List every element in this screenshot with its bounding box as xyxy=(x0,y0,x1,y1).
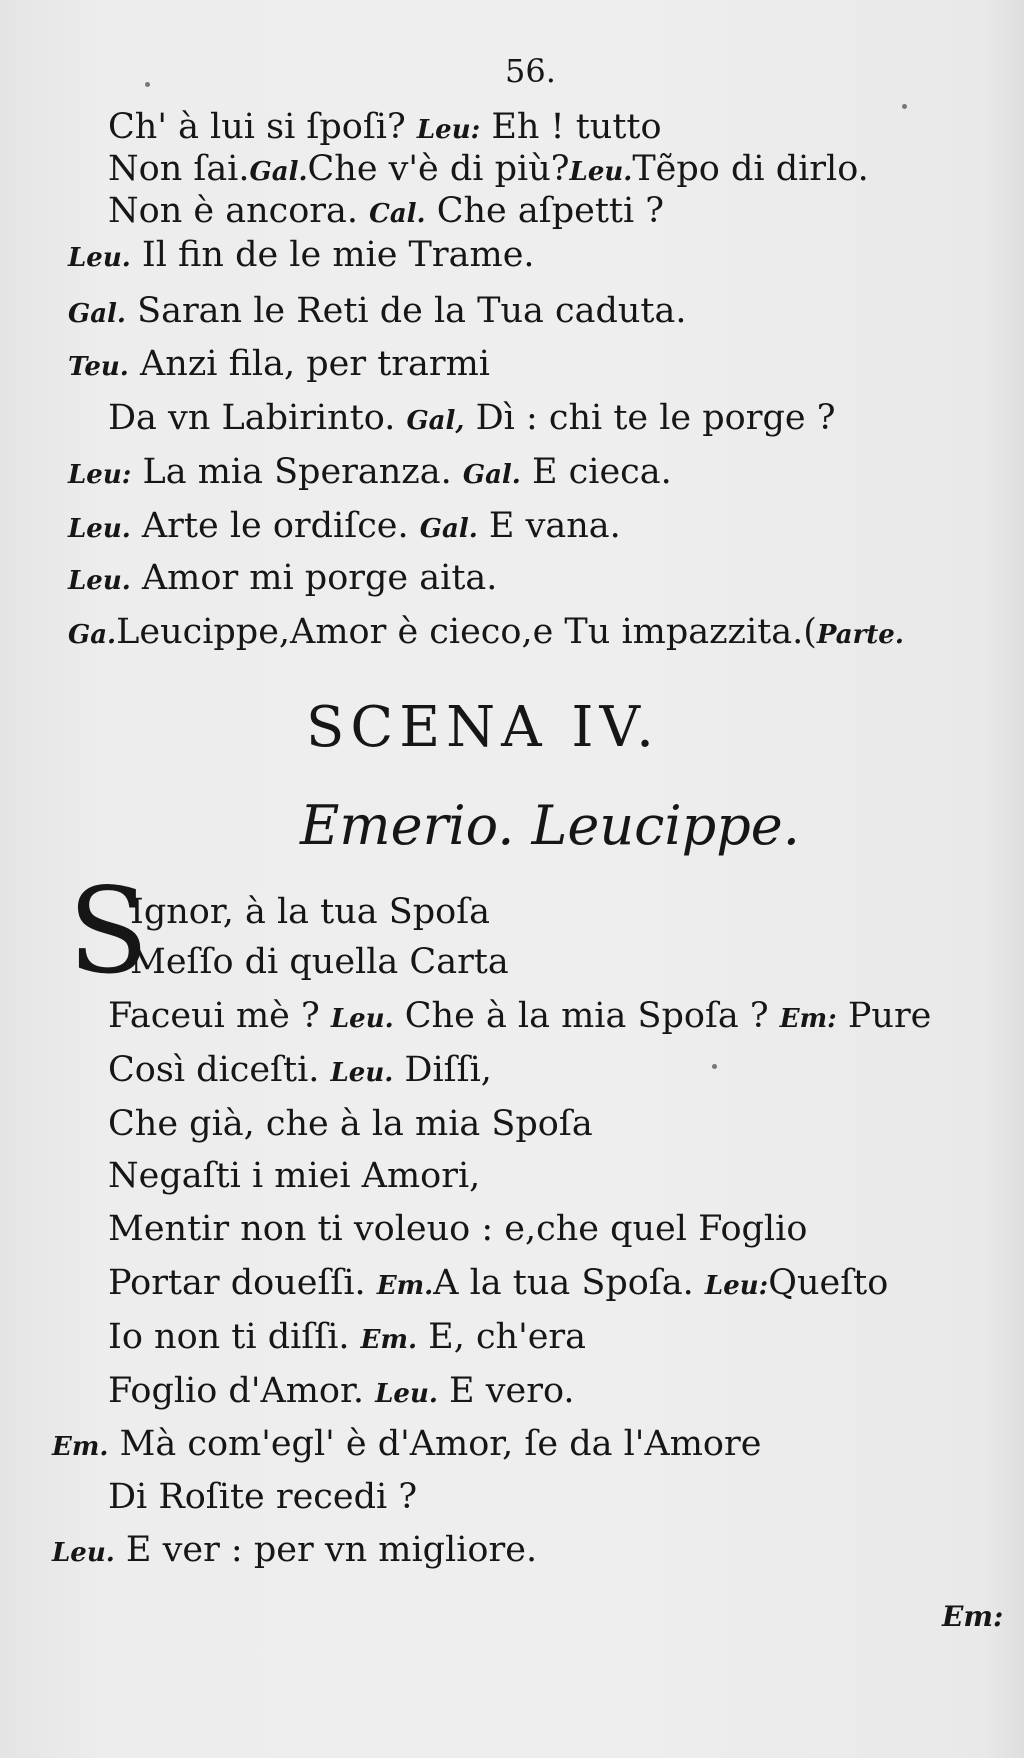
verse-text: Negaſti i miei Amori, xyxy=(108,1156,481,1196)
verse-line xyxy=(108,397,835,442)
verse-text: E, ch'era xyxy=(417,1317,587,1357)
verse-text: Che già, che à la mia Spoſa xyxy=(108,1104,593,1144)
scene-title: SCENA IV. xyxy=(306,695,660,760)
verse-text: Eh ! tutto xyxy=(480,107,662,147)
speaker-label: Leu. xyxy=(330,1004,394,1034)
verse-line xyxy=(68,451,672,496)
verse-line xyxy=(108,1262,888,1307)
verse-line xyxy=(68,234,535,279)
verse-text: Meſſo di quella Carta xyxy=(130,942,509,982)
verse-line xyxy=(52,1529,537,1574)
verse-text: Diſſi, xyxy=(393,1050,492,1090)
verse-line xyxy=(108,1316,586,1361)
speaker-label: Leu: xyxy=(416,115,481,145)
speaker-label: Em. xyxy=(360,1325,418,1355)
speaker-label: Em: xyxy=(779,1004,837,1034)
drop-cap: S xyxy=(68,862,149,1000)
verse-line xyxy=(108,1155,480,1197)
verse-text: Foglio d'Amor. xyxy=(108,1371,376,1411)
verse-text: Non è ancora. xyxy=(108,191,370,231)
verse-line xyxy=(130,941,509,983)
verse-line xyxy=(108,148,869,193)
speaker-label: Em. xyxy=(376,1271,434,1301)
speaker-label: Leu. xyxy=(330,1058,394,1088)
verse-text: E vero. xyxy=(437,1371,575,1411)
speaker-label: Gal. xyxy=(462,460,521,490)
verse-line xyxy=(108,1476,417,1518)
verse-text: Arte le ordiſce. xyxy=(130,506,420,546)
verse-line xyxy=(68,557,497,602)
verse-line xyxy=(108,1370,575,1415)
verse-text: Ignor, à la tua Spoſa xyxy=(130,892,491,932)
speaker-label: Leu. xyxy=(68,514,131,544)
verse-text: Mà com'egl' è d'Amor, ſe da l'Amore xyxy=(108,1424,762,1464)
verse-text: Mentir non ti voleuo : e,che quel Foglio xyxy=(108,1209,808,1249)
verse-text: Che v'è di più? xyxy=(307,149,570,189)
verse-line xyxy=(52,1423,761,1468)
verse-text: A la tua Spoſa. xyxy=(433,1263,705,1303)
verse-line xyxy=(108,190,664,235)
verse-text: Io non ti diſſi. xyxy=(108,1317,361,1357)
verse-text: Faceui mè ? xyxy=(108,996,331,1036)
verse-text: Non ſai. xyxy=(108,149,250,189)
verse-line xyxy=(68,290,686,335)
catchword: Em: xyxy=(942,1600,1004,1633)
verse-text: Leucippe,Amor è cieco,e Tu impazzita.( xyxy=(116,612,817,652)
verse-text: Saran le Reti de la Tua caduta. xyxy=(125,291,687,331)
verse-line xyxy=(108,995,931,1040)
verse-line xyxy=(68,343,490,388)
speaker-label: Cal. xyxy=(369,199,426,229)
speaker-label: Ga. xyxy=(68,620,117,650)
verse-line xyxy=(68,611,904,656)
verse-text: Il fin de le mie Trame. xyxy=(130,235,535,275)
verse-text: E cieca. xyxy=(520,452,672,492)
verse-text: Da vn Labirinto. xyxy=(108,398,407,438)
verse-line xyxy=(108,106,662,151)
verse-text: Che aſpetti ? xyxy=(425,191,665,231)
verse-text: Portar doueſſi. xyxy=(108,1263,377,1303)
speaker-label: Leu: xyxy=(704,1271,769,1301)
speaker-label: Em. xyxy=(52,1432,109,1462)
speaker-label: Leu: xyxy=(68,460,132,490)
verse-line xyxy=(108,1049,492,1094)
speaker-label: Leu. xyxy=(68,566,131,596)
speaker-label: Gal, xyxy=(406,406,465,436)
verse-text: Che à la mia Spoſa ? xyxy=(393,996,780,1036)
verse-text: Così diceſti. xyxy=(108,1050,331,1090)
verse-text: Amor mi porge aita. xyxy=(130,558,498,598)
speaker-label: Leu. xyxy=(569,157,633,187)
page-number: 56. xyxy=(505,52,556,90)
verse-text: Queſto xyxy=(768,1263,889,1303)
verse-text: Di Roſite recedi ? xyxy=(108,1477,418,1517)
verse-text: E vana. xyxy=(477,506,621,546)
speaker-label: Leu. xyxy=(375,1379,438,1409)
speaker-label: Gal. xyxy=(419,514,478,544)
verse-line xyxy=(68,505,621,550)
verse-text: E ver : per vn migliore. xyxy=(114,1530,538,1570)
verse-line xyxy=(108,1208,807,1250)
speaker-label: Leu. xyxy=(52,1538,115,1568)
speaker-label: Parte. xyxy=(816,620,904,650)
speaker-label: Teu. xyxy=(68,352,129,382)
speaker-label: Gal. xyxy=(68,299,126,329)
speaker-label: Gal. xyxy=(249,157,308,187)
scene-characters: Emerio. Leucippe. xyxy=(300,794,800,857)
verse-text: Pure xyxy=(836,996,932,1036)
verse-text: Dì : chi te le porge ? xyxy=(464,398,836,438)
verse-text: Anzi fila, per trarmi xyxy=(128,344,490,384)
verse-line xyxy=(130,891,490,933)
verse-text: Tẽpo di dirlo. xyxy=(632,149,869,189)
verse-text: La mia Speranza. xyxy=(131,452,463,492)
verse-line xyxy=(108,1103,593,1145)
verse-text: Ch' à lui si ſpoſi? xyxy=(108,107,417,147)
speaker-label: Leu. xyxy=(68,243,131,273)
